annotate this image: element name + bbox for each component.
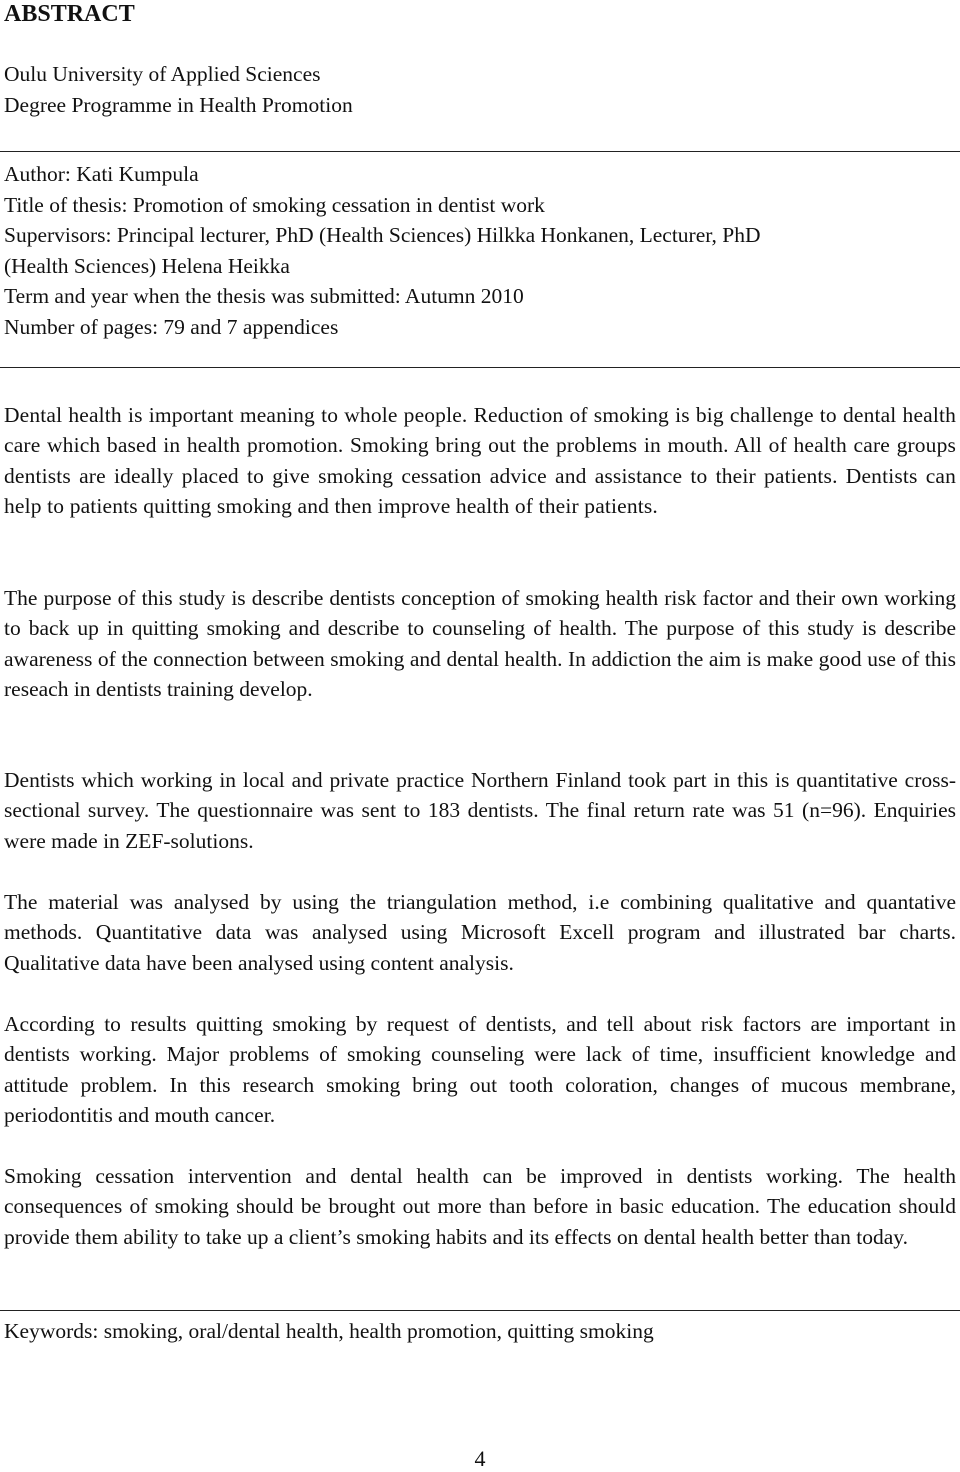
abstract-paragraph: Dentists which working in local and private practice Northern Finland took part in this is quantitative cross-sectional survey. The questionnaire was sent to 183 dentists. The final return rate was 51 (n=96). Enquiries were made in ZEF-solutions. — [4, 768, 956, 853]
divider-rule-top — [0, 151, 960, 152]
abstract-paragraph: According to results quitting smoking by request of dentists, and tell about risk factors are important in dentists working. Major problems of smoking counseling were lack of time, insufficient knowledge and attitude problem. In this research smoking bring out tooth coloration, changes of mucous membrane, periodontitis and mouth cancer. — [4, 1012, 956, 1128]
institution-block — [4, 59, 956, 120]
author-line: Author: Kati Kumpula — [4, 162, 199, 186]
degree-programme: Degree Programme in Health Promotion — [4, 92, 353, 117]
abstract-paragraph: The material was analysed by using the triangulation method, i.e combining qualitative and quantative methods. Quantitative data was analysed using Microsoft Excell program and illustrated bar charts. Qualitative data have been analysed using content analysis. — [4, 890, 956, 975]
supervisors-line: Supervisors: Principal lecturer, PhD (Health Sciences) Hilkka Honkanen, Lecturer, PhD — [4, 223, 761, 247]
page-count-line: Number of pages: 79 and 7 appendices — [4, 314, 339, 339]
divider-rule-bottom — [0, 1310, 960, 1311]
thesis-title-line: Title of thesis: Promotion of smoking cessation in dentist work — [4, 192, 545, 217]
abstract-paragraph: Smoking cessation intervention and dental health can be improved in dentists working. The health consequences of smoking should be brought out more than before in basic education. The education should provide them ability to take up a client’s smoking habits and its effects on dental health better than today. — [4, 1164, 956, 1249]
submission-term-line: Term and year when the thesis was submitted: Autumn 2010 — [4, 284, 524, 308]
supervisors-line-continued: (Health Sciences) Helena Heikka — [4, 253, 290, 278]
abstract-paragraph: Dental health is important meaning to whole people. Reduction of smoking is big challenge to dental health care which based in health promotion. Smoking bring out the problems in mouth. All of health care groups dentists are ideally placed to give smoking cessation advice and assistance to their patients. Dentists can help to patients quitting smoking and then improve health of their patients. — [4, 403, 956, 519]
thesis-info-block — [4, 159, 956, 342]
university-name: Oulu University of Applied Sciences — [4, 62, 321, 86]
divider-rule-middle — [0, 367, 960, 368]
keywords-line: Keywords: smoking, oral/dental health, health promotion, quitting smoking — [4, 1319, 654, 1343]
abstract-paragraph: The purpose of this study is describe dentists conception of smoking health risk factor and their own working to back up in quitting smoking and describe to counseling of health. The purpose of this study is describe awareness of the connection between smoking and dental health. In addiction the aim is make good use of this reseach in dentists training develop. — [4, 586, 956, 702]
abstract-heading: ABSTRACT — [4, 1, 135, 27]
page-number: 4 — [474, 1446, 486, 1471]
